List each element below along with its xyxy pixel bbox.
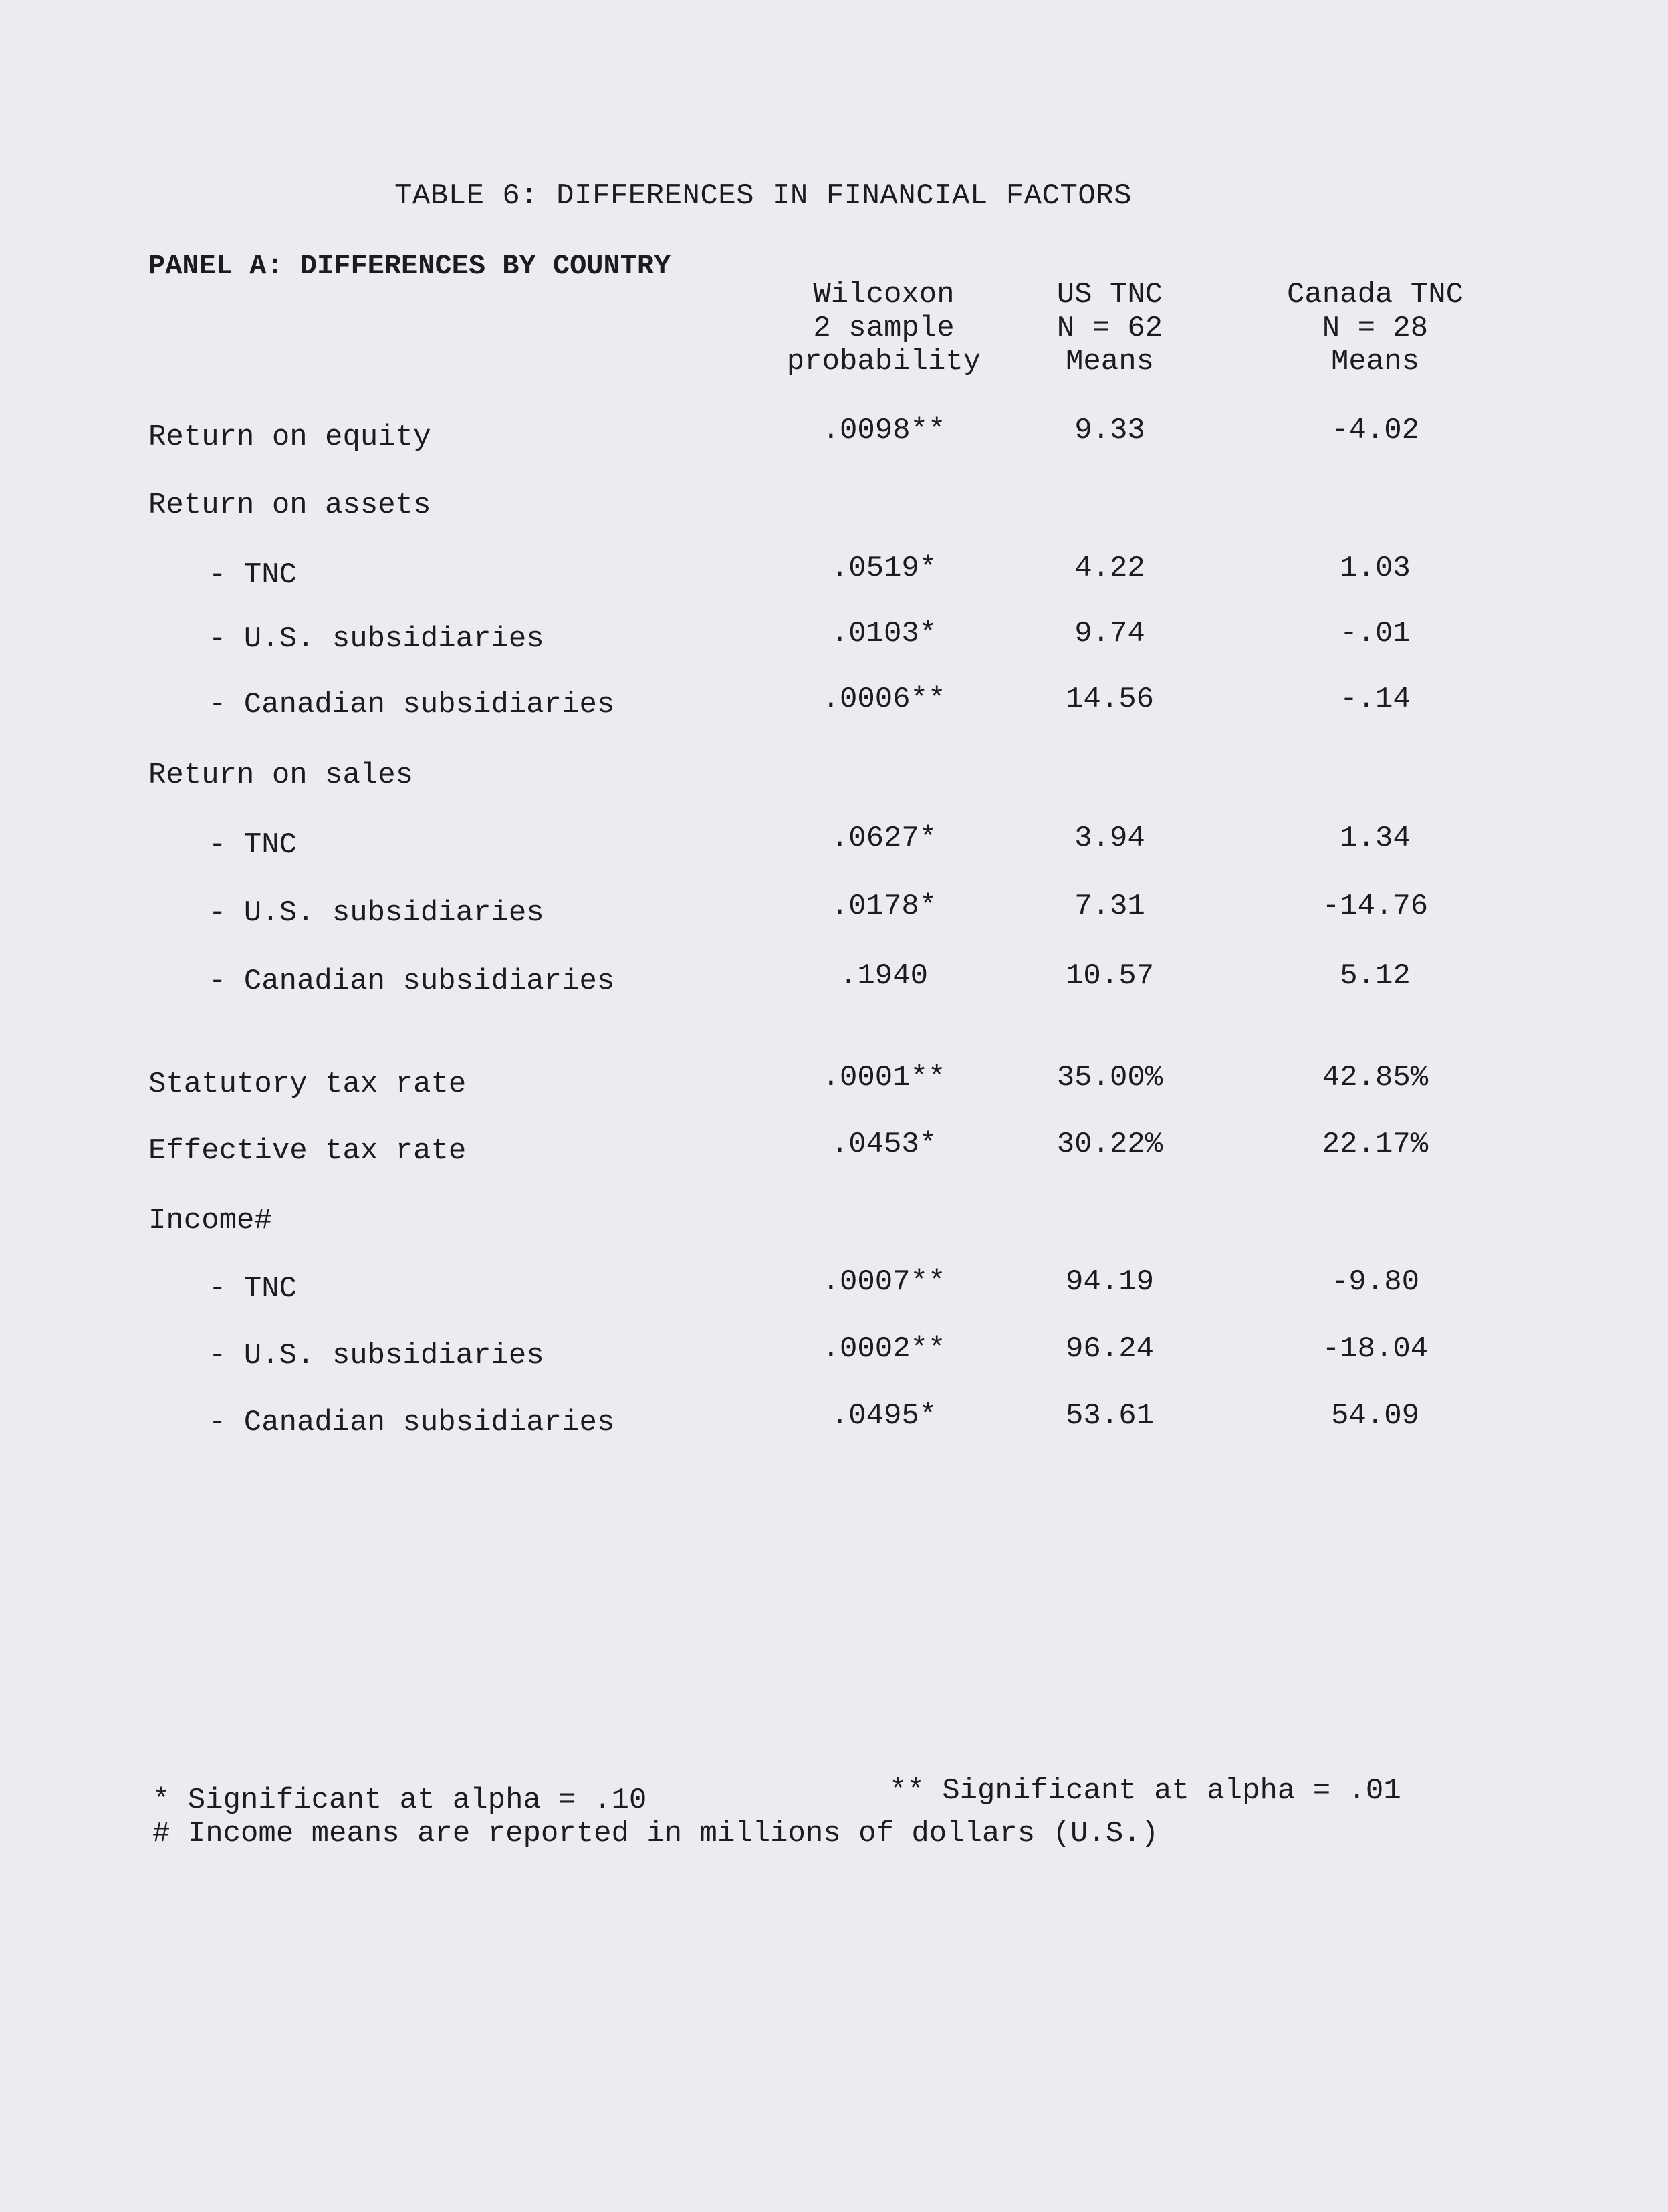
cell-us-mean: 35.00% xyxy=(1056,1061,1163,1094)
row-label: - U.S. subsidiaries xyxy=(209,896,544,930)
row-label: - U.S. subsidiaries xyxy=(209,1339,544,1372)
cell-canada-mean: -.14 xyxy=(1340,683,1411,716)
cell-wilcoxon: .0627* xyxy=(830,822,937,855)
cell-us-mean: 94.19 xyxy=(1065,1265,1155,1299)
cell-canada-mean: 22.17% xyxy=(1322,1128,1429,1161)
cell-us-mean: 4.22 xyxy=(1074,551,1145,585)
cell-us-mean: 10.57 xyxy=(1065,959,1155,993)
row-label: Effective tax rate xyxy=(148,1134,467,1168)
cell-canada-mean: -18.04 xyxy=(1322,1332,1429,1366)
cell-wilcoxon: .0178* xyxy=(830,890,937,923)
cell-wilcoxon: .0103* xyxy=(830,617,937,650)
cell-us-mean: 30.22% xyxy=(1056,1128,1163,1161)
column-header-wilcoxon xyxy=(750,278,1018,378)
header-line: N = 62 xyxy=(1056,312,1163,345)
cell-us-mean: 7.31 xyxy=(1074,890,1145,923)
cell-us-mean: 53.61 xyxy=(1065,1399,1155,1433)
cell-wilcoxon: .0453* xyxy=(830,1128,937,1161)
header-line: Wilcoxon xyxy=(813,278,955,312)
header-line: Means xyxy=(1330,345,1420,378)
row-label: Statutory tax rate xyxy=(148,1068,467,1101)
cell-canada-mean: 54.09 xyxy=(1330,1399,1420,1433)
cell-wilcoxon: .0001** xyxy=(822,1061,946,1094)
cell-us-mean: 96.24 xyxy=(1065,1332,1155,1366)
row-label: Return on equity xyxy=(148,420,431,454)
header-line: 2 sample xyxy=(813,312,955,345)
row-label: - Canadian subsidiaries xyxy=(209,688,615,721)
cell-wilcoxon: .0519* xyxy=(830,551,937,585)
header-line: Canada TNC xyxy=(1286,278,1464,312)
row-label: - Canadian subsidiaries xyxy=(209,1406,615,1439)
cell-wilcoxon: .0006** xyxy=(822,683,946,716)
row-label: Income# xyxy=(148,1204,272,1237)
header-line: US TNC xyxy=(1056,278,1163,312)
cell-canada-mean: -9.80 xyxy=(1330,1265,1420,1299)
row-label: - TNC xyxy=(209,1272,297,1306)
row-label: Return on assets xyxy=(148,489,431,522)
footnote-significance-10: * Significant at alpha = .10 xyxy=(152,1784,647,1817)
cell-us-mean: 9.33 xyxy=(1074,414,1145,447)
cell-canada-mean: -4.02 xyxy=(1330,414,1420,447)
row-label: - TNC xyxy=(209,558,297,592)
cell-wilcoxon: .1940 xyxy=(839,959,929,993)
table-title: TABLE 6: DIFFERENCES IN FINANCIAL FACTORS xyxy=(394,179,1133,213)
cell-us-mean: 14.56 xyxy=(1065,683,1155,716)
cell-wilcoxon: .0098** xyxy=(822,414,946,447)
cell-us-mean: 9.74 xyxy=(1074,617,1145,650)
cell-us-mean: 3.94 xyxy=(1074,822,1145,855)
cell-canada-mean: -.01 xyxy=(1340,617,1411,650)
header-line: N = 28 xyxy=(1322,312,1429,345)
header-line: Means xyxy=(1065,345,1155,378)
cell-wilcoxon: .0495* xyxy=(830,1399,937,1433)
cell-canada-mean: 1.34 xyxy=(1340,822,1411,855)
cell-wilcoxon: .0007** xyxy=(822,1265,946,1299)
row-label: - Canadian subsidiaries xyxy=(209,965,615,998)
panel-title: PANEL A: DIFFERENCES BY COUNTRY xyxy=(148,250,671,282)
row-label: - TNC xyxy=(209,828,297,862)
cell-canada-mean: 5.12 xyxy=(1340,959,1411,993)
footnote-significance-01: ** Significant at alpha = .01 xyxy=(889,1774,1401,1808)
row-label: - U.S. subsidiaries xyxy=(209,622,544,656)
column-header-us-tnc xyxy=(1009,278,1210,378)
cell-canada-mean: 1.03 xyxy=(1340,551,1411,585)
cell-wilcoxon: .0002** xyxy=(822,1332,946,1366)
row-label: Return on sales xyxy=(148,759,414,792)
cell-canada-mean: 42.85% xyxy=(1322,1061,1429,1094)
column-header-canada-tnc xyxy=(1262,278,1489,378)
footnote-income-units: # Income means are reported in millions of dollars (U.S.) xyxy=(152,1817,1159,1850)
cell-canada-mean: -14.76 xyxy=(1322,890,1429,923)
header-line: probability xyxy=(786,345,981,378)
